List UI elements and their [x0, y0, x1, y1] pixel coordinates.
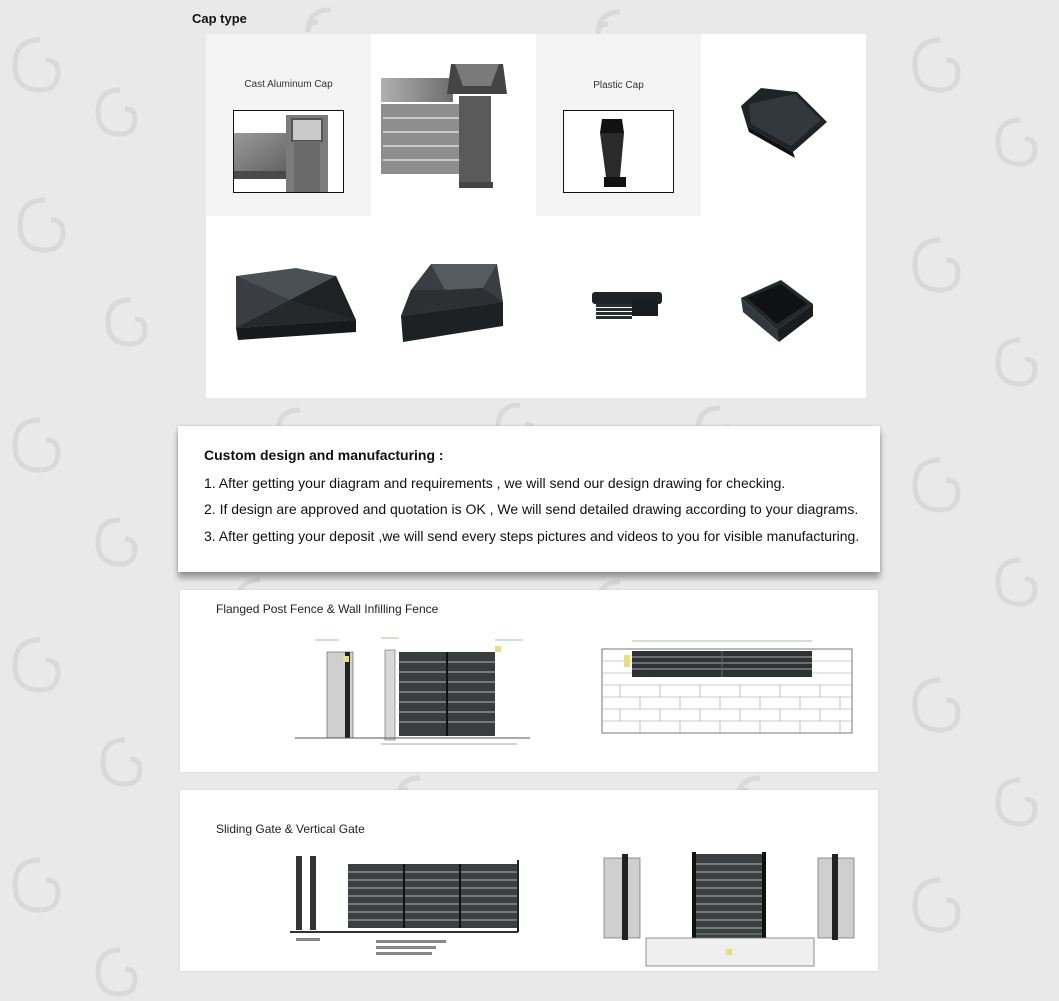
- plastic-cap-photo: [563, 110, 674, 193]
- cast-aluminum-cap-photo: [233, 110, 344, 193]
- plastic-cap-caption: Plastic Cap: [593, 80, 644, 91]
- custom-design-step-2: 2. If design are approved and quotation is OK , We will send detailed drawing according to your diagrams.: [204, 501, 859, 517]
- plastic-cap-square-cell: [701, 34, 866, 216]
- sliding-gate-title: Sliding Gate & Vertical Gate: [216, 822, 365, 836]
- aluminum-cap-on-post-image: [371, 34, 536, 216]
- aluminum-post-open-image: [234, 111, 343, 192]
- pyramid-cap-cell: [206, 216, 371, 398]
- flanged-fence-drawing-panel: [180, 590, 878, 772]
- cap-type-gallery: [206, 34, 866, 398]
- cast-aluminum-cap-cell: [206, 34, 371, 216]
- sliding-gate-drawing: [280, 852, 530, 964]
- plastic-cap-deep-image: [701, 216, 866, 398]
- vertical-gate-drawing: [600, 852, 860, 968]
- cast-aluminum-cap-caption: Cast Aluminum Cap: [244, 79, 333, 90]
- cap-type-title: Cap type: [192, 11, 247, 26]
- aluminum-cap-on-post-cell: [371, 34, 536, 216]
- flanged-fence-title: Flanged Post Fence & Wall Infilling Fence: [216, 602, 439, 616]
- sliding-gate-drawing-panel: [180, 790, 878, 971]
- custom-design-step-3: 3. After getting your deposit ,we will send every steps pictures and videos to you for visible manufacturing.: [204, 528, 860, 544]
- plastic-insert-plug-cell: [536, 216, 701, 398]
- flat-pyramid-cap-cell: [371, 216, 536, 398]
- custom-design-step-1: 1. After getting your diagram and requirements , we will send our design drawing for checking.: [204, 475, 786, 491]
- post-with-plastic-cap-image: [564, 111, 673, 192]
- flanged-post-fence-drawing: [295, 632, 530, 752]
- plastic-cap-cell: [536, 34, 701, 216]
- plastic-cap-square-image: [701, 34, 866, 216]
- wall-infilling-fence-drawing: [600, 635, 856, 739]
- pyramid-cap-image: [206, 216, 371, 398]
- plastic-cap-deep-cell: [701, 216, 866, 398]
- custom-design-title: Custom design and manufacturing :: [204, 447, 444, 463]
- custom-design-panel: [178, 426, 880, 572]
- plastic-insert-plug-image: [536, 216, 701, 398]
- flat-pyramid-cap-image: [371, 216, 536, 398]
